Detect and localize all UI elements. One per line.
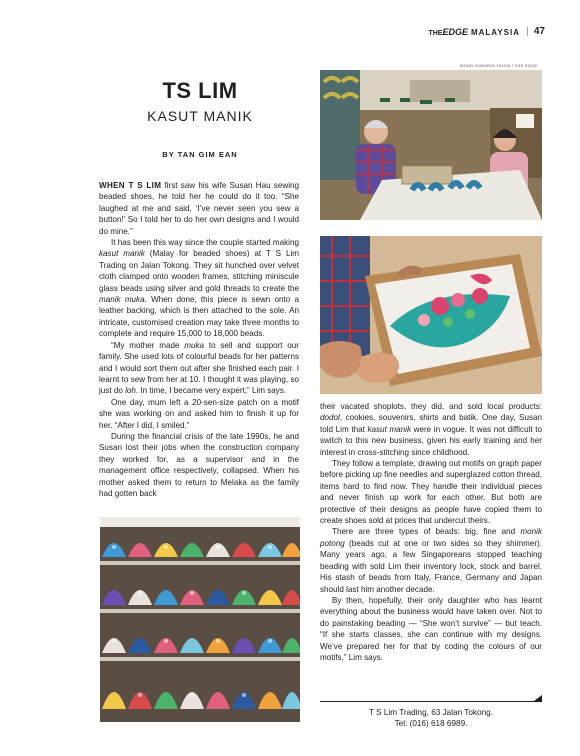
masthead [428, 27, 520, 37]
masthead-edge: EDGE [442, 27, 468, 37]
photo-couple-working [320, 70, 542, 220]
masthead-country: MALAYSIA [470, 28, 520, 37]
photo-shoe-display-image [100, 517, 300, 722]
page-number: | 47 [526, 26, 545, 37]
paragraph-9: By then, hopefully, their only daughter who has learnt everything about the business would have taken over. Not to do painstaking beading — “She won’t survive” — but teach. “If she starts classes, she can continue with my designs. We’ve prepared her for that by coding the colours of our motifs,” Lim says. [320, 595, 542, 662]
business-info-box [320, 701, 542, 729]
paragraph-6: their vacated shoplots, they did, and sold local products: dodol, cookies, souvenirs, shirts and batik. One day, Susan told Lim that kasut manik were in vogue. It was not difficult to switch to this new business, given his early training and her interest in cross-stitching since childhood. [320, 402, 542, 457]
article-subtitle: KASUT MANIK [147, 108, 253, 124]
byline: BY TAN GIM EAN [162, 150, 238, 159]
business-phone: Tel: (016) 618 6989. [394, 719, 468, 728]
business-address: T S Lim Trading, 63 Jalan Tokong. [369, 708, 493, 717]
paragraph-1: WHEN T S LIM first saw his wife Susan Hau sewing beaded shoes, he told her he could do it too. “She laughed at me and said, ‘I’ve never seen you sew a button!’ So I told her to do her own designs and I would do mine.” [99, 181, 299, 236]
paragraph-8: There are three types of beads: big, fine and monik potong (beads cut at one or two sides so they shimmer). Many years ago, a few Singaporeans stopped teaching beading with sold Lim their inventory lock, stock and barrel. His stash of beads from Italy, France, Germany and Japan should last him another decade. [320, 527, 542, 594]
lead-name: WHEN T S LIM [99, 181, 162, 190]
paragraph-2: It has been this way since the couple started making kasut manik (Malay for beaded shoes) at T S Lim Trading on Jalan Tokong. They sit hunched over velvet cloth clamped onto wooden frames, stitching miniscule glass beads using silver and gold threads to create the manik muka. When done, this piece is sewn onto a leather backing, which is then attached to the sole. An intricate, customised creation may take three months to complete and require 15,000 to 18,000 beads. [99, 238, 299, 339]
article-column-right [320, 401, 542, 663]
article-column-left [99, 180, 299, 499]
photo-beading-frame-image [320, 236, 542, 394]
photo-shoe-display [100, 517, 300, 722]
paragraph-7: They follow a template, drawing out motifs on graph paper before picking up fine needles and superglazed cotton thread, items hard to find now. They handle their individual pieces and never finish up work for each other. But both are protective of their designs as people have copied them to create shoes sold at prices that undercut theirs. [320, 459, 542, 526]
paragraph-3: “My mother made muka to sell and support our family. She used lots of colourful beads for her patterns and I would sort them out after she finished each pair. I learnt to sew from her at 10. I thought it was playing, so just do loh. In time, I became very expert,” Lim says. [99, 340, 300, 396]
article-title: TS LIM [162, 78, 238, 103]
paragraph-4: One day, mum left a 20-sen-size patch on a motif she was working on and asked him to finish it up for her. “After I did, I smiled.” [99, 397, 299, 430]
photo-beading-frame [320, 236, 542, 394]
photo-credit: MOHD SHAHRIN YAHYA / THE EDGE [460, 63, 538, 68]
masthead-the: THE [428, 30, 443, 37]
paragraph-5: During the financial crisis of the late 1990s, he and Susan lost their jobs when the construction company they worked for, as a supervisor and in the management office respectively, collapsed. When his mother asked them to return to Melaka as the family had gotten back [99, 431, 299, 498]
photo-couple-working-image [320, 70, 542, 220]
